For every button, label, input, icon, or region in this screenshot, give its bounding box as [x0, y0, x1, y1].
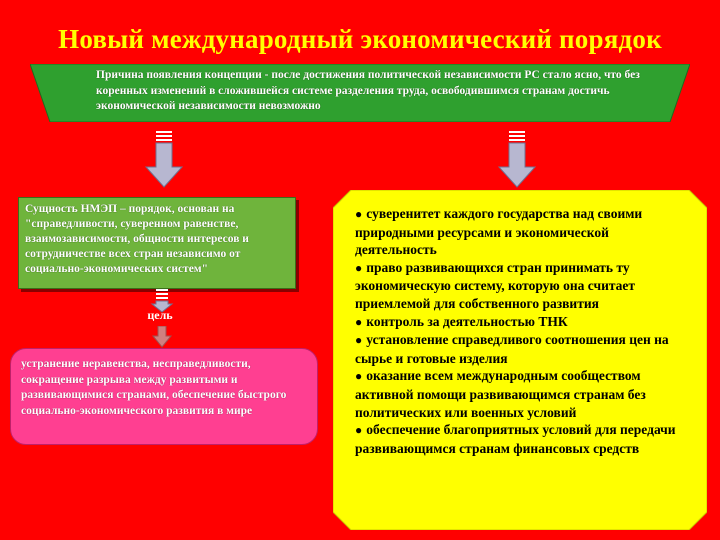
essence-box	[18, 197, 296, 289]
bullet-icon: ●	[355, 369, 363, 384]
down-arrow-icon	[144, 131, 184, 191]
principle-item: ● оказание всем международным сообществом активной помощи развивающимся странам без политических или военных условий	[355, 368, 646, 420]
principles-list	[355, 205, 685, 457]
bullet-icon: ●	[355, 423, 363, 438]
bullet-icon: ●	[355, 314, 363, 329]
cause-box	[30, 64, 690, 122]
bullet-icon: ●	[355, 207, 363, 221]
principle-item: ● установление справедливого соотношения цен на сырье и готовые изделия	[355, 332, 669, 366]
slide-title: Новый международный экономический порядок	[58, 24, 662, 54]
cause-text: Причина появления концепции - после достижения политической независимости РС стало ясно, что без коренных изменений в сложившейся системе разделения труда, освободившимся странам достичь экономической независимости невозможно	[96, 69, 640, 112]
principle-item: ● суверенитет каждого государства над своими природными ресурсами и экономической деятельность	[355, 206, 643, 258]
down-arrow-icon	[497, 131, 537, 191]
bullet-icon: ●	[355, 260, 363, 275]
principle-item: ● контроль за деятельностью ТНК	[355, 313, 568, 329]
principle-item: ● право развивающихся стран принимать ту экономическую систему, которую она считает приемлемой для собственного развития	[355, 259, 636, 311]
goal-box	[10, 348, 318, 445]
goal-arrow-icon	[152, 326, 172, 348]
goal-label: цель	[147, 308, 173, 322]
goal-text: устранение неравенства, несправедливости, сокращение разрыва между развитыми и развивающимися странами, обеспечение быстрого социально-экономического развития в мире	[21, 358, 287, 417]
bullet-icon: ●	[355, 333, 363, 348]
principle-item: ● обеспечение благоприятных условий для передачи развивающимся странам финансовых средств	[355, 422, 676, 456]
essence-text: Сущность НМЭП – порядок, основан на "справедливости, суверенном равенстве, взаимозависимости, общности интересов и сотрудничестве всех стран независимо от социально-экономических систем"	[25, 203, 249, 275]
principles-box	[333, 190, 707, 530]
